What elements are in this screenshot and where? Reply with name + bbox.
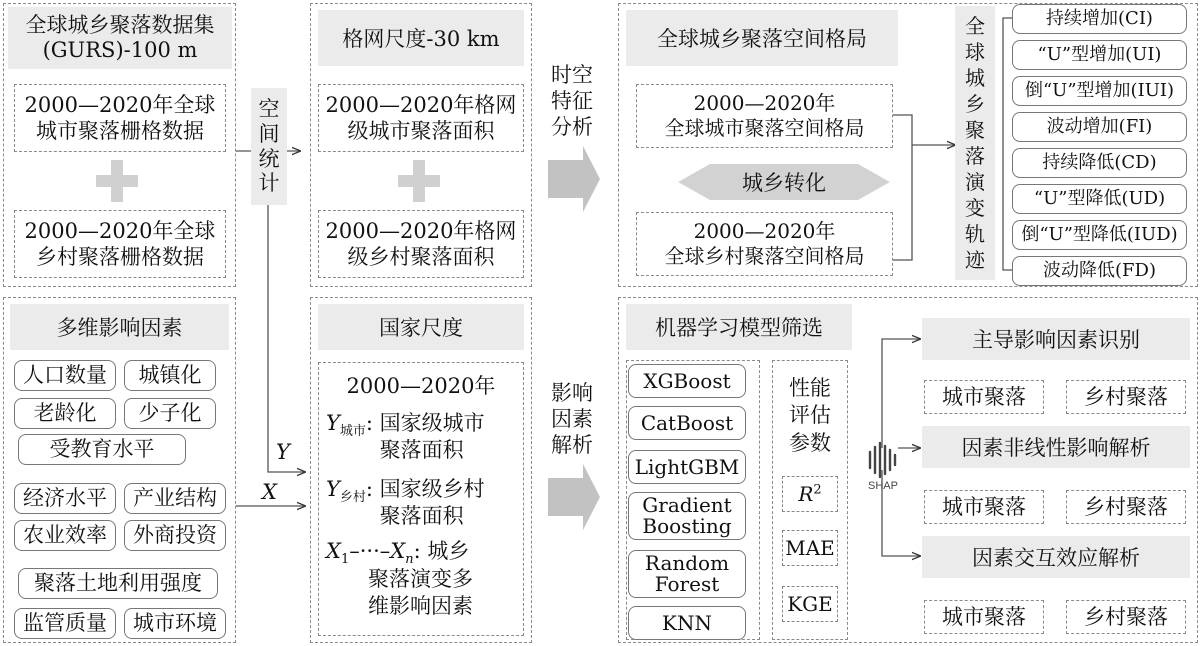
result-urban-3: 城市聚落 [924,600,1044,634]
metric-r2: $R^2$ [782,476,838,512]
trajectory-item: 持续增加(CI) [1012,4,1187,34]
grid-urban-box: 2000—2020年格网 级城市聚落面积 [318,84,524,152]
arrow-label-x: X [262,480,277,504]
factor-item: 受教育水平 [18,434,186,465]
factor-item: 产业结构 [124,483,226,514]
result-title-1: 主导影响因素识别 [922,318,1190,360]
factors-title: 多维影响因素 [10,304,229,350]
factor-item: 监管质量 [14,608,116,639]
trajectory-item: “U”型增加(UI) [1012,40,1187,70]
grid-title: 格网尺度-30 km [318,10,524,66]
spatial-stat-label: 空 间 统 计 [251,88,287,205]
transform-label: 城乡转化 [742,171,826,195]
pattern-urban-box: 2000—2020年 全球城市聚落空间格局 [636,84,893,148]
gurs-rural-box: 2000—2020年全球 乡村聚落栅格数据 [14,210,226,278]
shap-label: SHAP [868,480,898,492]
model-random-forest: Random Forest [628,550,746,598]
gurs-urban-box: 2000—2020年全球 城市聚落栅格数据 [14,84,226,152]
national-title: 国家尺度 [318,304,524,350]
factor-item: 少子化 [124,398,216,429]
trajectory-item: 倒“U”型增加(IUI) [1012,76,1187,106]
impact-analysis-label: 影响 因素 解析 [551,380,593,458]
factor-item: 聚落土地利用强度 [18,568,218,599]
trajectory-item: 倒“U”型降低(IUD) [1012,220,1187,250]
trajectory-item: 波动降低(FD) [1012,256,1187,286]
metric-mae: MAE [782,530,838,566]
result-urban-1: 城市聚落 [924,380,1044,414]
factor-item: 城市环境 [124,608,226,639]
trajectory-item: 波动增加(FI) [1012,112,1187,142]
result-title-3: 因素交互效应解析 [922,536,1190,578]
ml-title: 机器学习模型筛选 [626,304,852,350]
arrow-label-y: Y [276,440,290,464]
factor-item: 老龄化 [14,398,116,429]
national-years: 2000—2020年 [346,374,496,398]
model-lightgbm: LightGBM [628,450,746,484]
model-xgboost: XGBoost [628,364,746,398]
metric-kge: KGE [782,586,838,622]
result-title-2: 因素非线性影响解析 [922,426,1190,468]
result-rural-1: 乡村聚落 [1066,380,1186,414]
national-y-rural: $Y_{乡村}$: 国家级乡村 聚落面积 [326,477,485,529]
factor-item: 人口数量 [14,360,116,391]
perf-title: 性能 评估 参数 [789,376,831,455]
pattern-rural-box: 2000—2020年 全球乡村聚落空间格局 [636,212,893,276]
national-x-factors: $X_1-\cdot\cdot\cdot-X_n$: 城乡 [326,539,470,568]
model-knn: KNN [628,606,746,640]
result-rural-2: 乡村聚落 [1066,490,1186,524]
model-gradient-boosting: Gradient Boosting [628,492,746,540]
factor-item: 城镇化 [124,360,216,391]
model-catboost: CatBoost [628,406,746,440]
result-rural-3: 乡村聚落 [1066,600,1186,634]
trajectory-item: 持续降低(CD) [1012,148,1187,178]
trajectory-item: “U”型降低(UD) [1012,184,1187,214]
st-analysis-label: 时空 特征 分析 [551,62,593,140]
trajectory-title: 全 球 城 乡 聚 落 演 变 轨 迹 [955,6,995,280]
factor-item: 农业效率 [14,520,116,551]
result-urban-2: 城市聚落 [924,490,1044,524]
national-y-urban: $Y_{城市}$: 国家级城市 聚落面积 [326,411,485,463]
big-arrow-impact [548,464,600,530]
pattern-title: 全球城乡聚落空间格局 [626,10,898,66]
factor-item: 经济水平 [14,483,116,514]
arrow-y [268,205,305,472]
factor-item: 外商投资 [124,520,226,551]
big-arrow-st [548,146,600,212]
grid-rural-box: 2000—2020年格网 级乡村聚落面积 [318,210,524,278]
gurs-title: 全球城乡聚落数据集 (GURS)-100 m [8,7,232,69]
national-x-factors-cont: 聚落演变多 维影响因素 [368,567,473,619]
